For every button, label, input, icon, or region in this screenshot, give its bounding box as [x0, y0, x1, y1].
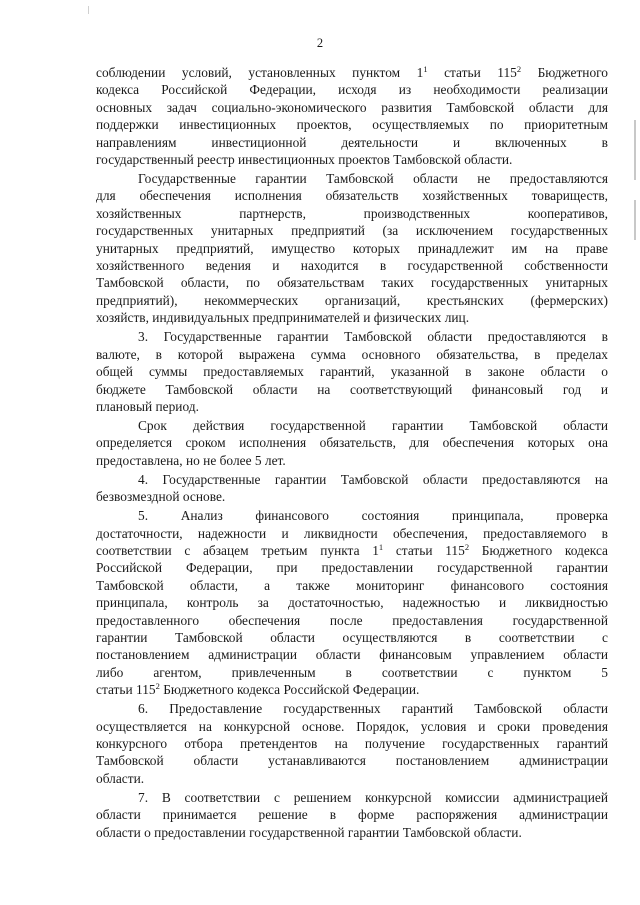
text-segment: хозяйственного ведения и находится в государственной собственности — [96, 258, 608, 274]
text-segment: 3. Государственные гарантии Тамбовской области предоставляются в — [138, 329, 608, 345]
superscript: 1 — [378, 541, 384, 552]
text-line — [96, 170, 608, 187]
paragraph — [96, 507, 608, 698]
text-line — [96, 398, 608, 415]
superscript: 1 — [423, 64, 428, 74]
text-segment: либо агентом, привлеченным в соответствии с пунктом 5 — [96, 664, 608, 680]
paragraph — [96, 64, 608, 168]
text-segment: для обеспечения исполнения обязательств хозяйственных товариществ, — [96, 188, 608, 204]
text-line — [96, 594, 608, 611]
text-line — [96, 116, 608, 133]
text-line — [96, 222, 608, 239]
text-segment: определяется сроком исполнения обязательств, для обеспечения которых она — [96, 435, 608, 451]
text-segment: плановый период. — [96, 398, 199, 414]
text-line — [96, 64, 608, 81]
text-segment: 6. Предоставление государственных гарантий Тамбовской области — [138, 701, 608, 717]
text-line — [96, 99, 608, 116]
text-line — [96, 525, 608, 542]
text-segment: кодекса Российской Федерации, исходя из необходимости реализации — [96, 82, 608, 98]
text-line — [96, 770, 608, 787]
text-line — [96, 629, 608, 646]
text-segment: Тамбовской области, по обязательствам таких государственных унитарных — [96, 275, 608, 291]
text-segment: унитарных предприятий, имущество которых принадлежит им на праве — [96, 240, 608, 256]
text-line — [96, 700, 608, 717]
text-segment: хозяйств, индивидуальных предпринимателей и физических лиц. — [96, 310, 470, 326]
text-line — [96, 257, 608, 274]
text-segment: предоставленного обеспечения после предоставления государственной — [96, 612, 608, 628]
text-line — [96, 542, 608, 559]
scan-margin-mark — [634, 120, 636, 180]
text-segment: области о предоставлении государственной гарантии Тамбовской области. — [96, 824, 522, 840]
text-line — [96, 417, 608, 434]
text-segment: 7. В соответствии с решением конкурсной комиссии администрацией — [138, 789, 608, 805]
paragraph — [96, 328, 608, 415]
text-line — [96, 471, 608, 488]
text-segment: государственный реестр инвестиционных проектов Тамбовской области. — [96, 152, 513, 168]
text-line — [96, 612, 608, 629]
text-line — [96, 274, 608, 291]
text-segment: общей суммы предоставляемых гарантий, указанной в законе области о — [96, 364, 608, 380]
text-segment: Государственные гарантии Тамбовской области не предоставляются — [138, 171, 608, 187]
text-segment: осуществляется на конкурсной основе. Порядок, условия и сроки проведения — [96, 718, 608, 734]
text-line — [96, 806, 608, 823]
paragraph — [96, 170, 608, 327]
text-line — [96, 559, 608, 576]
text-segment: Тамбовской области устанавливаются постановлением администрации — [96, 753, 608, 769]
text-segment: основных задач социально-экономического развития Тамбовской области для — [96, 99, 608, 115]
text-line — [96, 507, 608, 524]
text-segment: Тамбовской области, а также мониторинг финансового состояния — [96, 577, 608, 593]
text-segment: безвозмездной основе. — [96, 489, 226, 505]
text-segment: конкурсного отбора претендентов на получение государственных гарантий — [96, 736, 608, 751]
text-segment: достаточности, надежности и ликвидности обеспечения, предоставляемого в — [96, 525, 608, 541]
text-segment: соответствии с абзацем третьим пункта 1 — [96, 542, 379, 558]
text-segment: поддержки инвестиционных проектов, осуществляемых по приоритетным — [96, 117, 608, 133]
text-line — [96, 292, 608, 309]
document-body — [96, 64, 608, 843]
text-segment: гарантии Тамбовской области осуществляются в соответствии с — [96, 629, 608, 645]
paragraph — [96, 789, 608, 841]
scan-artifact — [88, 6, 89, 14]
text-line — [96, 577, 608, 594]
text-line — [96, 134, 608, 151]
text-line — [96, 735, 608, 752]
text-segment: соблюдении условий, установленных пунктом 1 — [96, 65, 424, 80]
text-segment: государственных унитарных предприятий (за исключением государственных — [96, 223, 608, 239]
text-line — [96, 646, 608, 663]
text-segment: Срок действия государственной гарантии Тамбовской области — [138, 417, 608, 433]
text-line — [96, 789, 608, 806]
text-line — [96, 824, 608, 841]
text-line — [96, 363, 608, 380]
text-segment: валюте, в которой выражена сумма основного обязательства, в пределах — [96, 346, 608, 362]
paragraph — [96, 471, 608, 506]
text-segment: области принимается решение в форме распоряжения администрации — [96, 807, 608, 823]
text-line — [96, 681, 608, 698]
text-segment: статьи 115 — [96, 682, 156, 698]
text-segment: предоставлена, но не более 5 лет. — [96, 452, 286, 468]
text-line — [96, 205, 608, 222]
superscript: 2 — [516, 64, 522, 74]
text-line — [96, 452, 608, 469]
text-segment: принципала, контроль за достаточностью, надежностью и ликвидностью — [96, 595, 608, 611]
text-line — [96, 488, 608, 505]
text-segment: постановлением администрации области финансовым управлением области — [96, 647, 608, 663]
paragraph — [96, 417, 608, 469]
text-line — [96, 187, 608, 204]
text-segment: 4. Государственные гарантии Тамбовской области предоставляются на — [138, 471, 608, 487]
text-segment: хозяйственных партнерств, производственных кооперативов, — [96, 205, 608, 221]
text-line — [96, 664, 608, 681]
text-segment: направлениям инвестиционной деятельности и включенных в — [96, 134, 608, 150]
text-line — [96, 752, 608, 769]
text-line — [96, 328, 608, 345]
text-segment: статьи 115 — [383, 542, 465, 558]
text-line — [96, 718, 608, 735]
text-line — [96, 81, 608, 98]
text-segment: Бюджетного — [521, 65, 609, 80]
text-line — [96, 346, 608, 363]
text-segment: бюджете Тамбовской области на соответствующий финансовый год и — [96, 381, 608, 397]
text-segment: статьи 115 — [427, 65, 517, 80]
text-line — [96, 434, 608, 451]
text-segment: Российской Федерации, при предоставлении государственной гарантии — [96, 560, 608, 576]
text-segment: Бюджетного кодекса Российской Федерации. — [159, 682, 420, 698]
text-line — [96, 151, 608, 168]
superscript: 2 — [155, 681, 160, 692]
scan-margin-mark — [634, 200, 636, 240]
text-segment: предприятий), некоммерческих организаций, крестьянских (фермерских) — [96, 292, 608, 308]
superscript: 2 — [464, 541, 470, 552]
text-line — [96, 381, 608, 398]
text-segment: области. — [96, 770, 145, 786]
page-number: 2 — [316, 36, 324, 50]
text-line — [96, 240, 608, 257]
text-segment: 5. Анализ финансового состояния принципала, проверка — [138, 508, 608, 524]
text-segment: Бюджетного кодекса — [469, 542, 608, 558]
paragraph — [96, 700, 608, 787]
text-line — [96, 309, 608, 326]
